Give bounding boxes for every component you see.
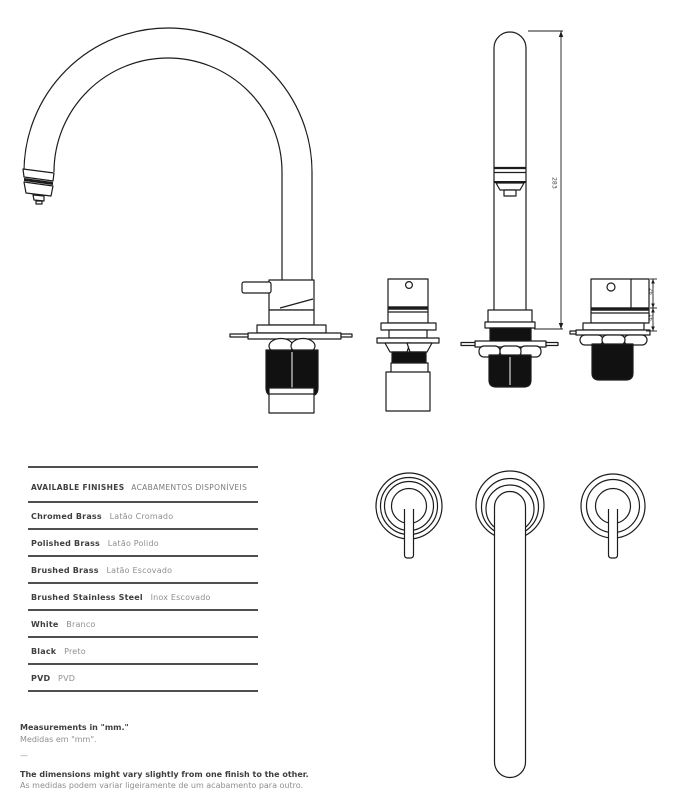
handle-deck-plate bbox=[576, 330, 650, 335]
finishes-rows bbox=[28, 503, 258, 692]
aerator bbox=[496, 183, 524, 190]
spout-side-view bbox=[23, 28, 352, 413]
finish-name-pt: PVD bbox=[58, 674, 76, 683]
handle-deck-plate bbox=[377, 338, 439, 343]
spout-collar bbox=[488, 310, 532, 323]
deck-plate bbox=[248, 333, 341, 339]
handle-side-view bbox=[570, 279, 657, 380]
dimension-spout-height bbox=[528, 31, 563, 329]
dimension-label-handle-base: 16 bbox=[647, 314, 654, 321]
disclaimer-pt: As medidas podem variar ligeiramente de um acabamento para outro. bbox=[20, 781, 304, 790]
base-flange bbox=[257, 325, 326, 333]
finish-row bbox=[28, 611, 258, 638]
finish-row bbox=[28, 503, 258, 530]
finishes-table bbox=[28, 466, 258, 692]
mixer-body-side bbox=[230, 280, 352, 413]
handle-nut bbox=[385, 343, 410, 352]
finish-name-en: Brushed Brass bbox=[31, 566, 99, 575]
finish-name-en: Black bbox=[31, 647, 57, 656]
handle-top-view-left bbox=[376, 473, 442, 558]
finish-name-pt: Preto bbox=[64, 647, 86, 656]
valve-body bbox=[386, 372, 430, 411]
handle-screw-hole bbox=[607, 283, 615, 291]
finish-name-en: Polished Brass bbox=[31, 539, 101, 548]
measurements-note-en: Measurements in "mm." bbox=[20, 723, 129, 732]
footer-notes bbox=[20, 722, 350, 792]
finish-row bbox=[28, 530, 258, 557]
handle-flange bbox=[583, 323, 644, 330]
finish-name-pt: Latão Cromado bbox=[109, 512, 174, 521]
disclaimer-en: The dimensions might vary slightly from one finish to the other. bbox=[20, 769, 309, 779]
side-lever bbox=[242, 282, 271, 293]
finishes-header-pt: ACABAMENTOS DISPONÍVEIS bbox=[131, 483, 248, 492]
handle-lever-top bbox=[405, 509, 414, 558]
dimension-label-spout-height: 283 bbox=[550, 177, 558, 189]
finish-name-en: Chromed Brass bbox=[31, 512, 102, 521]
spout-thread-upper bbox=[490, 328, 531, 342]
handle-lever-top bbox=[609, 509, 618, 558]
handle-front-view bbox=[377, 279, 439, 411]
measurements-note-pt: Medidas em "mm". bbox=[20, 734, 97, 744]
notes-divider: — bbox=[20, 751, 28, 760]
spout-top-view bbox=[476, 471, 544, 778]
handle-top-view-right bbox=[581, 474, 645, 558]
dimension-label-handle-cap: 26 bbox=[647, 288, 654, 295]
spout-front-view bbox=[461, 31, 563, 387]
spout-tube-top bbox=[495, 491, 526, 777]
handle-flange bbox=[381, 323, 436, 330]
finish-name-pt: Latão Polido bbox=[107, 539, 159, 548]
finish-row bbox=[28, 665, 258, 692]
spout-outlet bbox=[23, 169, 54, 204]
finish-name-pt: Branco bbox=[66, 620, 96, 629]
handle-nut bbox=[407, 343, 432, 352]
finish-row bbox=[28, 557, 258, 584]
finish-name-pt: Inox Escovado bbox=[150, 593, 211, 602]
finish-name-en: White bbox=[31, 620, 59, 629]
finish-name-en: Brushed Stainless Steel bbox=[31, 593, 143, 602]
finish-name-en: PVD bbox=[31, 674, 51, 683]
finish-row bbox=[28, 584, 258, 611]
finishes-table-header bbox=[28, 468, 258, 503]
handle-threaded-shank bbox=[592, 344, 633, 380]
supply-body bbox=[269, 388, 314, 413]
handle-threaded-shank bbox=[392, 352, 426, 364]
finishes-header-en: AVAILABLE FINISHES bbox=[31, 483, 125, 492]
handle-screw-hole bbox=[406, 282, 413, 289]
finish-row bbox=[28, 638, 258, 665]
finish-name-pt: Latão Escovado bbox=[106, 566, 173, 575]
